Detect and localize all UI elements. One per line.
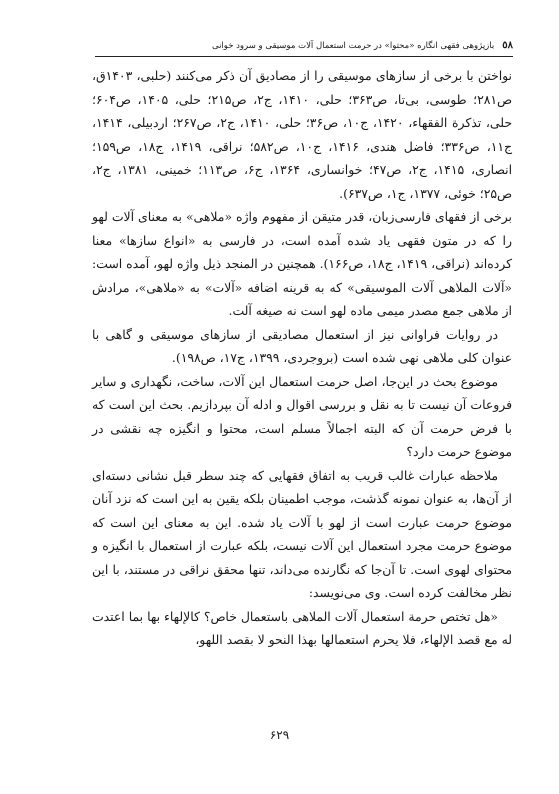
body-text [92, 64, 512, 652]
paragraph-observation: ملاحظه عبارات غالب قریب به اتفاق فقهایی که چند سطر قبل نشانی دسته‌ای از آن‌ها، به عنوان نمونه گذشت، موجب اطمینان بلکه یقین به این است که نزد آنان موضوع حرمت عبارت است از لهو با آلات یاد شده. این به معنای این است که موضوع حرمت مجرد استعمال این آلات نیست، بلکه عبارت از استعمال با انگیزه و محتوای لهوی است. تا آن‌جا که نگارنده می‌داند، تنها محقق نراقی در مستند، با این نظر مخالفت کرده است. وی می‌نویسد: [92, 467, 512, 600]
paragraph-topic: موضوع بحث در این‌جا، اصل حرمت استعمال این آلات، ساخت، نگهداری و سایر فروعات آن نیست تا به نقل و بررسی اقوال و ادله آن بپردازیم. بحث این است که با فرض حرمت آن که البته اجمالاً مسلم است، محتوا و انگیزه چه نقشی در موضوع حرمت دارد؟ [92, 373, 512, 459]
header-rule [95, 56, 513, 57]
page-number-footer: ۶۲۹ [269, 728, 290, 742]
paragraph-arabic-quote: «هل تختص حرمة استعمال آلات الملاهی باستعمال خاص؟ کالإلهاء بها بما اعتدت له مع قصد الإلهاء، فلا یحرم استعمالها بهذا النحو لا بقصد اللهو، [92, 608, 512, 647]
paragraph-citations: نواختن با برخی از سازهای موسیقی را از مصادیق آن ذکر می‌کنند (حلبی، ۱۴۰۳ق، ص۲۸۱؛ طوسی، بی‌تا، ص۳۶۳؛ حلی، ۱۴۱۰، ج۲، ص۲۱۵؛ حلی، ۱۴۰۵، ص۶۰۴؛ حلی، تذکرة الفقهاء، ۱۴۲۰، ج۱۰، ص۳۶؛ حلی، ۱۴۱۰، ج۲، ص۲۶۷؛ اردبیلی، ۱۴۱۴، ج۱۱، ص۳۳۶؛ فاضل هندی، ۱۴۱۶، ج۱۰، ص۵۸۲؛ نراقی، ۱۴۱۹، ج۱۸، ص۱۵۹؛ انصاری، ۱۴۱۵، ج۲، ص۴۷؛ خوانساری، ۱۳۶۴، ج۶، ص۱۱۳؛ خمینی، ۱۳۸۱، ج۲، ص۲۵؛ خوئی، ۱۳۷۷، ج۱، ص۶۳۷). [92, 68, 513, 201]
running-header [95, 37, 513, 55]
header-page-number: ٥٨ [502, 40, 513, 51]
paragraph-malahi-definition: برخی از فقهای فارسی‌زبان، قدر متیقن از مفهوم واژه «ملاهی» به معنای آلات لهو را که در متون فقهی یاد شده آمده است، در فارسی به «انواع سازها» معنا کرده‌اند (نراقی، ۱۴۱۹، ج۱۸، ص۱۶۶). همچنین در المنجد ذیل واژه لهو، آمده است: «آلات الملاهی آلات الموسیقی» که به قرینه اضافه «آلات» به «ملاهی»، مرادش از ملاهی جمع مصدر میمی ماده لهو است نه صیغه آلت. [92, 209, 512, 318]
header-title: بازپژوهی فقهی انگاره «محتوا» در حرمت استعمال آلات موسیقی و سرود خوانی [211, 41, 495, 51]
paragraph-narrations: در روایات فراوانی نیز از استعمال مصادیقی از سازهای موسیقی و گاهی با عنوان کلی ملاهی نهی شده است (بروجردی، ۱۳۹۹، ج۱۷، ص۱۹۸). [92, 326, 512, 365]
